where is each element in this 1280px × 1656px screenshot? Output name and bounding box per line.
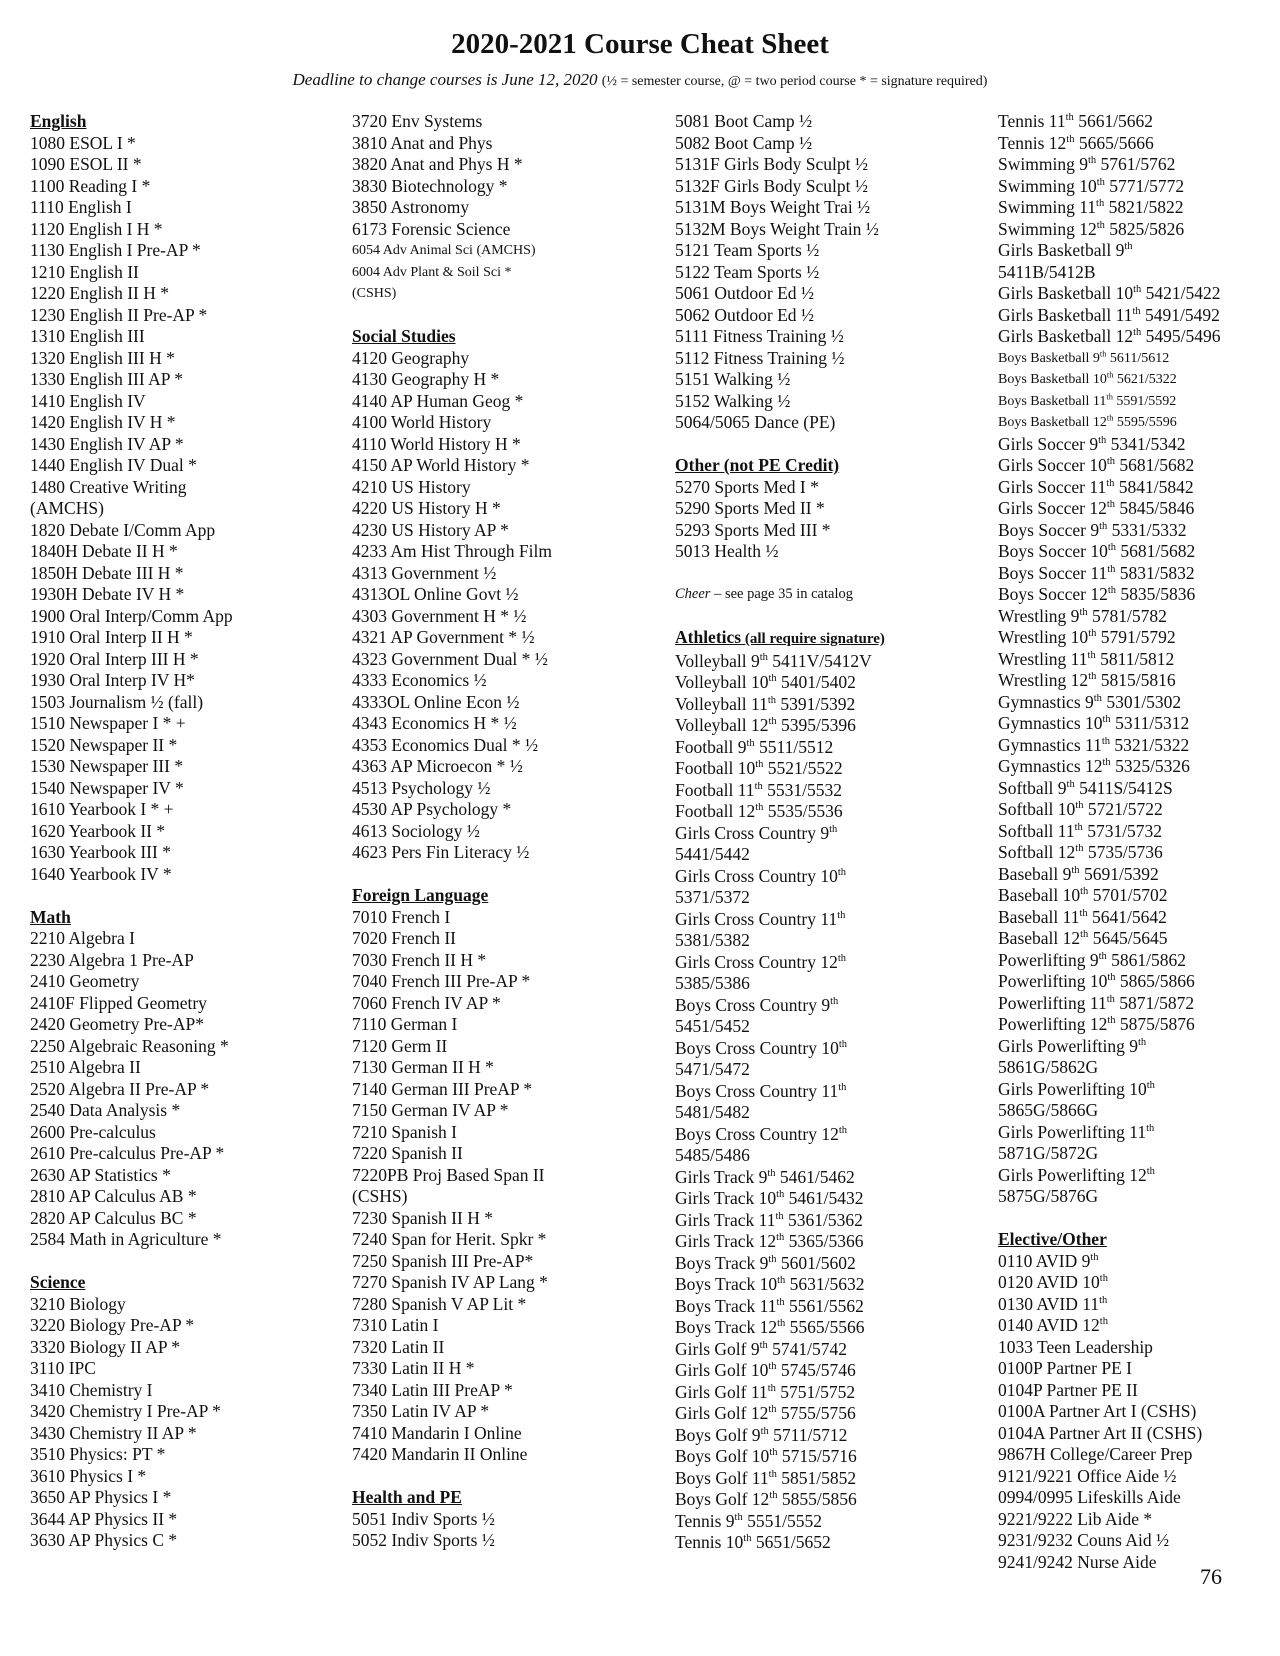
heading-text: Athletics <box>675 627 742 647</box>
course-item: 5441/5442 <box>675 844 750 864</box>
course-item: 1110 English I <box>30 197 132 217</box>
course-item: 1540 Newspaper IV * <box>30 777 184 798</box>
course-item: Swimming 12th 5825/5826 <box>998 218 1185 239</box>
course-item: 4210 US History <box>352 476 471 497</box>
course-item: 4150 AP World History * <box>352 455 530 475</box>
course-item: 5293 Sports Med III * <box>675 519 831 540</box>
course-item: 1100 Reading I * <box>30 175 151 196</box>
course-item: Swimming 10th 5771/5772 <box>998 175 1185 196</box>
course-item: 7420 Mandarin II Online <box>352 1444 528 1464</box>
course-item: 9121/9221 Office Aide ½ <box>998 1465 1177 1486</box>
course-item: 7020 French II <box>352 928 457 948</box>
course-item: 1930H Debate IV H * <box>30 584 185 604</box>
course-item: Girls Powerlifting 10th <box>998 1078 1155 1099</box>
course-item: Girls Cross Country 12th <box>675 951 847 972</box>
course-item: Powerlifting 11th 5871/5872 <box>998 992 1195 1013</box>
course-item: Tennis 11th 5661/5662 <box>998 111 1154 131</box>
course-item: 3810 Anat and Phys <box>352 132 493 153</box>
section-heading <box>998 1229 1278 1251</box>
course-item: Baseball 9th 5691/5392 <box>998 863 1159 884</box>
note-text: – see page 35 in catalog <box>710 586 853 602</box>
course-item: 7140 German III PreAP * <box>352 1078 533 1099</box>
course-item: 3430 Chemistry II AP * <box>30 1422 197 1443</box>
deadline-text: Deadline to change courses is June 12, 2020 <box>292 70 598 89</box>
course-item: 7230 Spanish II H * <box>352 1207 493 1228</box>
course-item: 4321 AP Government * ½ <box>352 627 535 647</box>
course-item: 0130 AVID 11th <box>998 1293 1108 1314</box>
course-item: 5481/5482 <box>675 1102 750 1122</box>
course-item: 4303 Government H * ½ <box>352 605 527 626</box>
course-item: 5381/5382 <box>675 930 750 950</box>
course-item: 7240 Span for Herit. Spkr * <box>352 1229 547 1249</box>
course-item: 5290 Sports Med II * <box>675 498 825 518</box>
course-item: Boys Golf 10th 5715/5716 <box>675 1446 857 1466</box>
course-item: 1610 Yearbook I * + <box>30 799 174 819</box>
course-item: 0140 AVID 12th <box>998 1315 1108 1335</box>
course-item: 7250 Spanish III Pre-AP* <box>352 1250 534 1271</box>
course-item: 4333OL Online Econ ½ <box>352 691 520 712</box>
course-item: 5871G/5872G <box>998 1143 1099 1163</box>
course-item: 4120 Geography <box>352 347 470 368</box>
course-item: 0120 AVID 10th <box>998 1272 1108 1292</box>
course-item: 1530 Newspaper III * <box>30 756 184 776</box>
heading-text: Math <box>30 906 71 927</box>
course-item: Softball 12th 5735/5736 <box>998 842 1163 862</box>
course-item: 1320 English III H * <box>30 347 175 368</box>
course-item: 1410 English IV <box>30 390 146 411</box>
course-item: 7310 Latin I <box>352 1315 439 1335</box>
course-item: 1120 English I H * <box>30 218 163 239</box>
course-item: 4363 AP Microecon * ½ <box>352 756 523 776</box>
course-item: Girls Golf 12th 5755/5756 <box>675 1403 856 1423</box>
heading-text: Foreign Language <box>352 885 489 905</box>
course-item: Baseball 12th 5645/5645 <box>998 928 1168 948</box>
course-item: 1620 Yearbook II * <box>30 820 166 841</box>
course-item: 4313OL Online Govt ½ <box>352 584 519 604</box>
course-item: 4323 Government Dual * ½ <box>352 648 548 669</box>
course-column-1 <box>30 111 350 1552</box>
course-item: Volleyball 9th 5411V/5412V <box>675 650 872 671</box>
course-item: 7270 Spanish IV AP Lang * <box>352 1272 548 1292</box>
course-item: 7280 Spanish V AP Lit * <box>352 1293 527 1314</box>
course-item: Girls Cross Country 9th <box>675 822 838 843</box>
course-item: Boys Basketball 10th 5621/5322 <box>998 370 1177 387</box>
section-social-studies <box>352 326 672 864</box>
course-item: 2210 Algebra I <box>30 928 135 948</box>
course-item: 6054 Adv Animal Sci (AMCHS) <box>352 243 536 258</box>
course-item: 1850H Debate III H * <box>30 562 184 583</box>
course-item: 0110 AVID 9th <box>998 1250 1099 1271</box>
section-heading <box>675 627 995 651</box>
section-foreign-language <box>352 885 672 1466</box>
course-item: 3220 Biology Pre-AP * <box>30 1315 195 1335</box>
course-item: Baseball 10th 5701/5702 <box>998 885 1168 905</box>
course-item: Girls Powerlifting 11th <box>998 1121 1155 1142</box>
course-item: Football 9th 5511/5512 <box>675 736 834 757</box>
course-item: Swimming 11th 5821/5822 <box>998 197 1184 217</box>
course-item: 3610 Physics I * <box>30 1465 147 1486</box>
course-item: 4230 US History AP * <box>352 519 509 540</box>
section-health-and-pe <box>352 1487 672 1552</box>
course-item: 7220 Spanish II <box>352 1143 463 1163</box>
course-item: 2410 Geometry <box>30 971 140 991</box>
course-item: 5132M Boys Weight Train ½ <box>675 218 879 239</box>
course-item: 7030 French II H * <box>352 949 487 970</box>
course-item: 7150 German IV AP * <box>352 1100 509 1120</box>
course-item: 7010 French I <box>352 906 451 927</box>
cheer-note <box>675 584 995 606</box>
course-item: Girls Golf 10th 5745/5746 <box>675 1360 856 1380</box>
course-item: 3830 Biotechnology * <box>352 175 508 196</box>
course-item: 2600 Pre-calculus <box>30 1121 156 1142</box>
section-heading <box>352 326 672 348</box>
course-item: 5052 Indiv Sports ½ <box>352 1530 495 1550</box>
course-item: Boys Track 10th 5631/5632 <box>675 1274 865 1294</box>
course-column-3 <box>675 111 995 1554</box>
course-item: Boys Track 12th 5565/5566 <box>675 1317 865 1337</box>
section-heading <box>352 1487 672 1509</box>
course-item: Girls Basketball 11th 5491/5492 <box>998 304 1220 325</box>
course-item: Baseball 11th 5641/5642 <box>998 906 1167 927</box>
course-item: Girls Basketball 12th 5495/5496 <box>998 326 1221 346</box>
section-continued <box>352 111 672 305</box>
heading-text: Social Studies <box>352 326 456 346</box>
course-item: 1090 ESOL II * <box>30 154 142 174</box>
course-item: Boys Basketball 12th 5595/5596 <box>998 413 1177 430</box>
course-item: 2510 Algebra II <box>30 1057 141 1077</box>
course-item: 7410 Mandarin I Online <box>352 1422 522 1443</box>
course-item: 3510 Physics: PT * <box>30 1444 166 1464</box>
course-item: 5111 Fitness Training ½ <box>675 326 844 346</box>
course-item: 2584 Math in Agriculture * <box>30 1229 222 1249</box>
course-item: 5385/5386 <box>675 973 750 993</box>
course-item: 1510 Newspaper I * + <box>30 713 186 733</box>
course-item: 5152 Walking ½ <box>675 390 791 411</box>
course-item: 2820 AP Calculus BC * <box>30 1207 197 1228</box>
course-item: 2230 Algebra 1 Pre-AP <box>30 949 194 970</box>
course-item: Volleyball 10th 5401/5402 <box>675 672 856 692</box>
course-item: (CSHS) <box>352 286 397 301</box>
course-item: 1630 Yearbook III * <box>30 842 171 862</box>
course-item: Girls Track 10th 5461/5432 <box>675 1188 864 1208</box>
course-item: 5451/5452 <box>675 1016 750 1036</box>
section-heading <box>30 1272 350 1294</box>
course-item: Girls Track 9th 5461/5462 <box>675 1166 855 1187</box>
course-item: 3820 Anat and Phys H * <box>352 154 523 174</box>
course-item: Girls Basketball 10th 5421/5422 <box>998 283 1221 303</box>
heading-text: Other (not PE Credit) <box>675 455 840 475</box>
course-item: Wrestling 10th 5791/5792 <box>998 627 1176 647</box>
course-item: 5471/5472 <box>675 1059 750 1079</box>
course-item: Girls Soccer 12th 5845/5846 <box>998 498 1195 518</box>
course-item: 9867H College/Career Prep <box>998 1444 1193 1464</box>
course-item: 5371/5372 <box>675 887 750 907</box>
course-item: Football 12th 5535/5536 <box>675 801 843 821</box>
course-item: 1440 English IV Dual * <box>30 455 197 475</box>
course-item: Boys Soccer 12th 5835/5836 <box>998 584 1196 604</box>
course-item: Powerlifting 9th 5861/5862 <box>998 949 1187 970</box>
course-item: 5865G/5866G <box>998 1100 1099 1120</box>
course-item: Boys Golf 11th 5851/5852 <box>675 1467 857 1488</box>
course-item: Girls Golf 11th 5751/5752 <box>675 1381 856 1402</box>
section-heading <box>352 885 672 907</box>
subtitle <box>0 70 1280 90</box>
section-math <box>30 907 350 1251</box>
course-item: 5082 Boot Camp ½ <box>675 132 813 153</box>
course-item: 7350 Latin IV AP * <box>352 1401 490 1421</box>
course-item: 2610 Pre-calculus Pre-AP * <box>30 1143 225 1163</box>
course-item: 5151 Walking ½ <box>675 369 791 389</box>
course-item: 2810 AP Calculus AB * <box>30 1186 197 1206</box>
course-item: 7110 German I <box>352 1014 458 1034</box>
course-item: 4343 Economics H * ½ <box>352 713 517 733</box>
course-item: 3720 Env Systems <box>352 111 483 131</box>
course-item: Powerlifting 12th 5875/5876 <box>998 1014 1195 1034</box>
section-heading <box>675 455 995 477</box>
course-item: 2540 Data Analysis * <box>30 1100 181 1120</box>
course-item: Girls Cross Country 10th <box>675 865 847 886</box>
course-item: 1640 Yearbook IV * <box>30 863 172 884</box>
course-item: 0100A Partner Art I (CSHS) <box>998 1401 1197 1421</box>
course-column-2 <box>352 111 672 1552</box>
course-item: Wrestling 9th 5781/5782 <box>998 605 1167 626</box>
course-item: (AMCHS) <box>30 498 104 518</box>
course-item: 3420 Chemistry I Pre-AP * <box>30 1401 221 1421</box>
course-item: Boys Basketball 11th 5591/5592 <box>998 391 1177 409</box>
course-item: 4233 Am Hist Through Film <box>352 541 552 561</box>
course-item: 7320 Latin II <box>352 1336 445 1357</box>
course-item: 3650 AP Physics I * <box>30 1487 172 1507</box>
course-item: Softball 10th 5721/5722 <box>998 799 1163 819</box>
heading-suffix: (all require signature) <box>741 631 885 647</box>
section-heading <box>30 111 350 133</box>
course-item: 3644 AP Physics II * <box>30 1508 178 1529</box>
course-item: Gymnastics 10th 5311/5312 <box>998 713 1190 733</box>
course-item: Gymnastics 9th 5301/5302 <box>998 691 1182 712</box>
course-item: 6004 Adv Plant & Soil Sci * <box>352 264 512 280</box>
course-item: Boys Cross Country 11th <box>675 1080 847 1101</box>
course-item: 1430 English IV AP * <box>30 433 184 454</box>
course-item: 0104P Partner PE II <box>998 1379 1138 1400</box>
course-item: 7040 French III Pre-AP * <box>352 971 531 991</box>
course-item: 5122 Team Sports ½ <box>675 261 820 282</box>
course-item: 1840H Debate II H * <box>30 541 178 561</box>
course-item: 4623 Pers Fin Literacy ½ <box>352 842 530 862</box>
course-item: Boys Soccer 10th 5681/5682 <box>998 541 1196 561</box>
section-elective-other <box>998 1229 1278 1573</box>
course-item: 7060 French IV AP * <box>352 992 501 1013</box>
course-item: 7130 German II H * <box>352 1057 494 1077</box>
course-item: Tennis 10th 5651/5652 <box>675 1532 831 1552</box>
course-item: 5270 Sports Med I * <box>675 476 819 497</box>
course-item: 1420 English IV H * <box>30 412 176 432</box>
course-item: Girls Soccer 10th 5681/5682 <box>998 455 1195 475</box>
course-item: 5132F Girls Body Sculpt ½ <box>675 175 869 196</box>
course-item: 0104A Partner Art II (CSHS) <box>998 1422 1203 1443</box>
course-item: 5064/5065 Dance (PE) <box>675 412 836 432</box>
course-item: 1820 Debate I/Comm App <box>30 519 216 540</box>
course-item: 2630 AP Statistics * <box>30 1164 171 1185</box>
course-item: 7220PB Proj Based Span II <box>352 1164 545 1185</box>
course-item: 3110 IPC <box>30 1358 96 1378</box>
course-item: 4130 Geography H * <box>352 369 500 389</box>
course-item: Girls Golf 9th 5741/5742 <box>675 1338 847 1359</box>
course-item: Swimming 9th 5761/5762 <box>998 154 1176 174</box>
course-item: 1080 ESOL I * <box>30 132 136 153</box>
course-item: 1520 Newspaper II * <box>30 734 178 755</box>
course-item: Boys Cross Country 12th <box>675 1123 848 1144</box>
course-item: 5411B/5412B <box>998 261 1096 282</box>
course-item: 3410 Chemistry I <box>30 1379 153 1400</box>
course-item: 1930 Oral Interp IV H* <box>30 670 195 690</box>
course-item: Volleyball 11th 5391/5392 <box>675 693 856 714</box>
course-item: Boys Track 11th 5561/5562 <box>675 1295 864 1316</box>
course-item: 1920 Oral Interp III H * <box>30 648 199 669</box>
course-item: 4140 AP Human Geog * <box>352 390 524 411</box>
page-number: 76 <box>1200 1564 1222 1589</box>
course-item: 4313 Government ½ <box>352 562 497 583</box>
course-item: 2250 Algebraic Reasoning * <box>30 1035 229 1056</box>
section-continued <box>675 584 995 606</box>
course-item: 1503 Journalism ½ (fall) <box>30 691 204 712</box>
course-item: 3630 AP Physics C * <box>30 1530 178 1550</box>
course-item: 4530 AP Psychology * <box>352 799 512 819</box>
course-item: Tennis 9th 5551/5552 <box>675 1510 822 1531</box>
course-item: Girls Powerlifting 9th <box>998 1035 1147 1056</box>
course-item: 9241/9242 Nurse Aide <box>998 1551 1157 1572</box>
course-item: 4110 World History H * <box>352 433 521 454</box>
course-item: Powerlifting 10th 5865/5866 <box>998 971 1195 991</box>
course-item: Football 10th 5521/5522 <box>675 758 843 778</box>
course-item: 5013 Health ½ <box>675 541 779 561</box>
course-item: Boys Soccer 11th 5831/5832 <box>998 562 1195 583</box>
course-item: 2420 Geometry Pre-AP* <box>30 1014 205 1034</box>
heading-text: Elective/Other <box>998 1229 1107 1249</box>
course-item: Boys Golf 9th 5711/5712 <box>675 1424 848 1445</box>
course-item: 4513 Psychology ½ <box>352 777 491 798</box>
course-item: 1330 English III AP * <box>30 369 183 389</box>
course-item: 2520 Algebra II Pre-AP * <box>30 1078 210 1099</box>
course-item: 7340 Latin III PreAP * <box>352 1379 513 1400</box>
course-item: 5062 Outdoor Ed ½ <box>675 304 815 325</box>
course-item: 1033 Teen Leadership <box>998 1336 1153 1357</box>
course-item: 3210 Biology <box>30 1293 126 1314</box>
course-item: 5861G/5862G <box>998 1057 1099 1077</box>
course-item: Girls Track 12th 5365/5366 <box>675 1231 864 1251</box>
course-item: 5485/5486 <box>675 1145 750 1165</box>
course-item: 1900 Oral Interp/Comm App <box>30 605 233 626</box>
course-item: 1230 English II Pre-AP * <box>30 304 208 325</box>
course-item: 4333 Economics ½ <box>352 670 487 690</box>
heading-text: Science <box>30 1272 86 1292</box>
course-item: 7210 Spanish I <box>352 1121 457 1142</box>
section-science <box>30 1272 350 1552</box>
course-item: 6173 Forensic Science <box>352 218 511 239</box>
course-item: Girls Powerlifting 12th <box>998 1164 1155 1185</box>
course-item: 5875G/5876G <box>998 1186 1099 1206</box>
section-other-not-pe-credit <box>675 455 995 563</box>
course-item: 1910 Oral Interp II H * <box>30 627 193 647</box>
course-item: Girls Track 11th 5361/5362 <box>675 1209 863 1230</box>
course-item: 4220 US History H * <box>352 498 501 518</box>
page-title: 2020-2021 Course Cheat Sheet <box>451 28 829 60</box>
course-item: Girls Soccer 11th 5841/5842 <box>998 476 1194 497</box>
course-column-4 <box>998 111 1278 1573</box>
course-item: 4353 Economics Dual * ½ <box>352 734 539 755</box>
legend-text: (½ = semester course, @ = two period course * = signature required) <box>601 74 988 89</box>
course-item: 1130 English I Pre-AP * <box>30 240 201 260</box>
course-item: Girls Cross Country 11th <box>675 908 846 929</box>
course-item: 5112 Fitness Training ½ <box>675 347 845 368</box>
course-item: 0994/0995 Lifeskills Aide <box>998 1487 1181 1507</box>
course-item: Girls Soccer 9th 5341/5342 <box>998 433 1186 454</box>
section-continued <box>998 111 1278 1208</box>
course-item: 9221/9222 Lib Aide * <box>998 1508 1153 1529</box>
course-item: 3850 Astronomy <box>352 197 470 217</box>
course-item: Football 11th 5531/5532 <box>675 779 842 800</box>
course-item: Tennis 12th 5665/5666 <box>998 132 1154 153</box>
course-item: 4613 Sociology ½ <box>352 820 480 841</box>
heading-text: English <box>30 111 87 131</box>
course-item: Softball 9th 5411S/5412S <box>998 777 1173 798</box>
course-item: 5131M Boys Weight Trai ½ <box>675 197 871 217</box>
course-item: Wrestling 11th 5811/5812 <box>998 648 1175 669</box>
course-item: Volleyball 12th 5395/5396 <box>675 715 856 735</box>
course-item: 2410F Flipped Geometry <box>30 992 207 1013</box>
course-item: 5131F Girls Body Sculpt ½ <box>675 154 869 174</box>
note-label: Cheer <box>675 586 711 602</box>
course-item: Gymnastics 11th 5321/5322 <box>998 734 1190 755</box>
section-english <box>30 111 350 885</box>
course-item: 5121 Team Sports ½ <box>675 240 820 260</box>
course-item: Gymnastics 12th 5325/5326 <box>998 756 1190 776</box>
course-item: 5051 Indiv Sports ½ <box>352 1508 495 1529</box>
course-item: 4100 World History <box>352 412 492 432</box>
course-item: 0100P Partner PE I <box>998 1358 1132 1378</box>
course-item: Boys Basketball 9th 5611/5612 <box>998 348 1170 366</box>
course-item: Wrestling 12th 5815/5816 <box>998 670 1176 690</box>
section-heading <box>30 907 350 929</box>
course-item: 1480 Creative Writing <box>30 476 187 497</box>
course-item: Girls Basketball 9th <box>998 240 1133 260</box>
course-item: 1310 English III <box>30 326 145 346</box>
section-continued <box>675 111 995 434</box>
course-item: Boys Cross Country 10th <box>675 1037 848 1058</box>
course-item: Boys Soccer 9th 5331/5332 <box>998 519 1187 540</box>
course-item: 1220 English II H * <box>30 283 170 303</box>
course-item: Boys Cross Country 9th <box>675 994 839 1015</box>
course-item: Boys Golf 12th 5855/5856 <box>675 1489 857 1509</box>
heading-text: Health and PE <box>352 1487 462 1507</box>
course-item: 9231/9232 Couns Aid ½ <box>998 1530 1170 1550</box>
course-item: 5081 Boot Camp ½ <box>675 111 813 131</box>
course-item: 7120 Germ II <box>352 1035 448 1056</box>
course-item: 1210 English II <box>30 261 139 282</box>
course-item: (CSHS) <box>352 1186 408 1206</box>
course-item: 3320 Biology II AP * <box>30 1336 181 1357</box>
section-athletics <box>675 627 995 1554</box>
course-item: Boys Track 9th 5601/5602 <box>675 1252 856 1273</box>
course-item: 7330 Latin II H * <box>352 1358 475 1378</box>
course-item: Softball 11th 5731/5732 <box>998 820 1163 841</box>
course-item: 5061 Outdoor Ed ½ <box>675 283 815 303</box>
